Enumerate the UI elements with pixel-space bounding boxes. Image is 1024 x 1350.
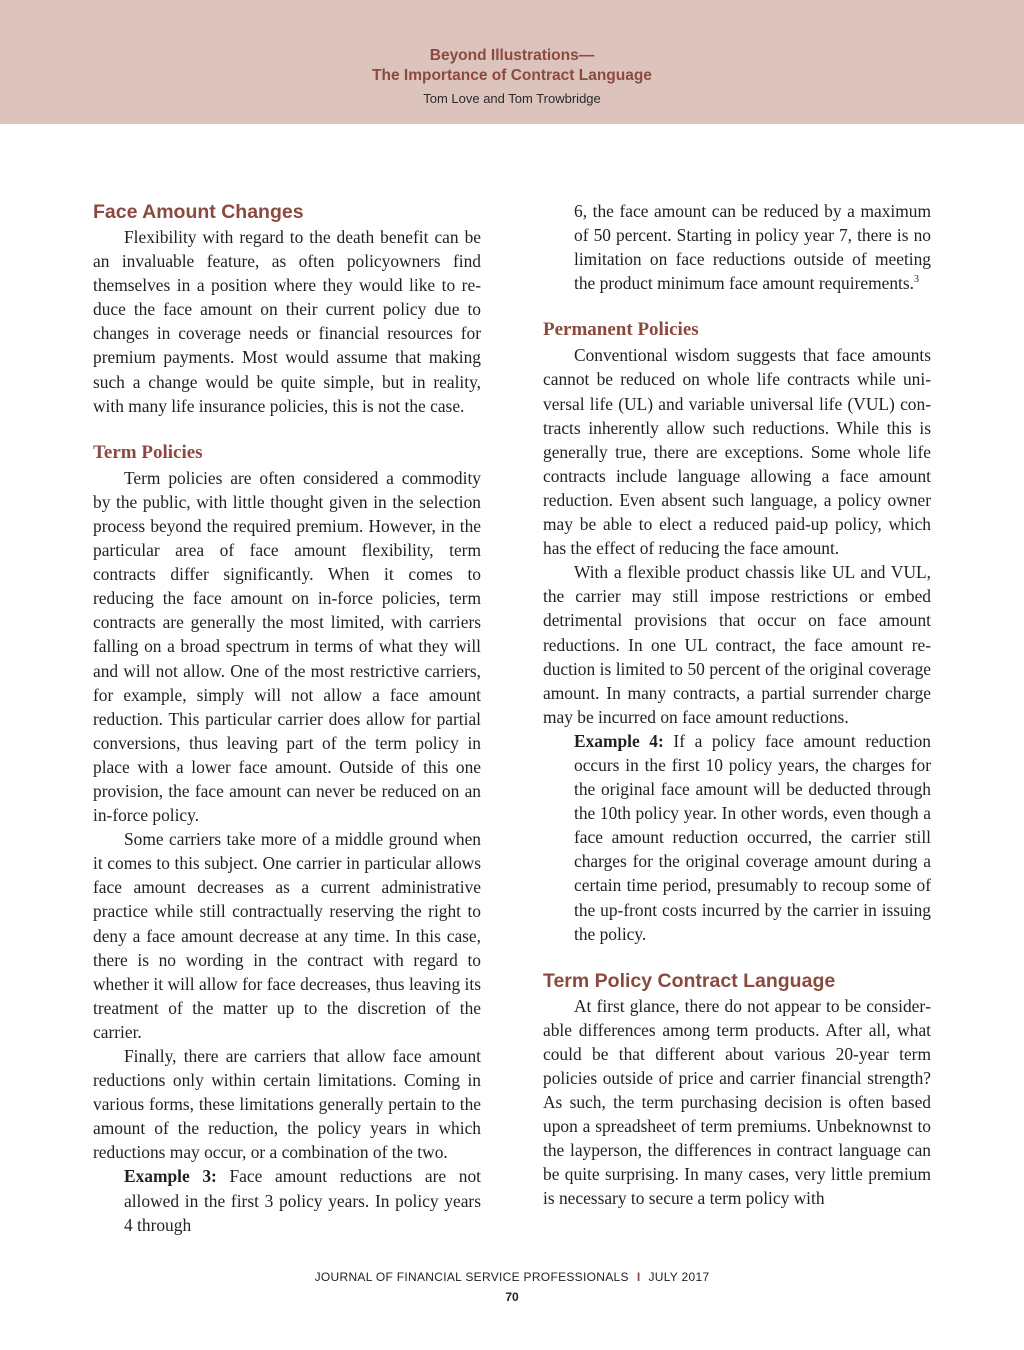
footer-separator: I: [636, 1270, 641, 1284]
journal-name: JOURNAL OF FINANCIAL SERVICE PROFESSIONALS: [314, 1270, 629, 1284]
example-3: [93, 1164, 481, 1236]
example-3-continued: [543, 199, 931, 295]
paragraph: Term policies are often considered a commodity by the public, with little thought given in the selection process beyond the required premium. However, in the particular area of face amount flexibility, term contracts differ significantly. When it comes to reducing the face amount on in-force policies, term contracts are generally the most limited, with carriers falling on a broad spectrum in terms of what they will and will not allow. One of the most restrictive carriers, for example, simply will not allow a face amount reduction. This particular carrier does allow for partial conversions, thus leaving part of the term policy in place with a lower face amount. Outside of this one provision, the face amount can never be reduced on an in-force policy.: [93, 467, 481, 826]
footer: [0, 1270, 1024, 1284]
paragraph: Some carriers take more of a middle ground when it comes to this subject. One carrier in particular allows face amount decreases as a current administrative practice while still contractually reserving the right to deny a face amount decrease at any time. In this case, there is no wording in the contract with regard to whether it will allow for face decreases, thus leaving its treatment of the matter up to the discretion of the carrier.: [93, 829, 481, 1042]
header-banner: [0, 0, 1024, 124]
issue-date: JULY 2017: [648, 1270, 710, 1284]
right-column: [543, 199, 931, 1211]
heading-face-amount-changes: Face Amount Changes: [93, 201, 304, 223]
example-4-text: If a policy face amount reduction occurs in the first 10 policy years, the charges for the original face amount will be deducted through the 10th policy year. In other words, even though a face amount reduction occurred, the carrier still charges for the original coverage amount during a certain time period, presumably to recoup some of the up-front costs incurred by the carrier in issuing the policy.: [574, 730, 931, 944]
article-authors: Tom Love and Tom Trowbridge: [423, 91, 601, 106]
left-column: [93, 199, 481, 1237]
heading-permanent-policies: Permanent Policies: [543, 319, 699, 341]
example-3-label: Example 3:: [124, 1166, 217, 1187]
paragraph: Conventional wisdom suggests that face amounts cannot be reduced on whole life contracts while universal life (UL) and variable universal life (VUL) contracts inherently allow such reductions. While this is generally true, there are exceptions. Some whole life contracts include language allowing a face amount reduction. Even absent such language, a policy owner may be able to elect a reduced paid-up policy, which has the effect of reducing the face amount.: [543, 345, 931, 559]
example-3-text: Face amount reductions are not allowed in the first 3 policy years. In policy years 4 through: [124, 1166, 481, 1235]
article-title-line1: Beyond Illustrations—: [429, 47, 595, 64]
article-title-line2: The Importance of Contract Language: [372, 67, 652, 84]
example-3-continued-text: 6, the face amount can be reduced by a maximum of 50 percent. Starting in policy year 7, there is no limitation on face reductions outside of meeting the product minimum face amount requirements.: [574, 201, 931, 294]
heading-term-policy-contract-language: Term Policy Contract Language: [543, 969, 836, 992]
heading-term-policies: Term Policies: [93, 441, 203, 463]
paragraph: At first glance, there do not appear to be considerable differences among term products. After all, what could be that different about various 20-year term policies outside of price and carrier financial strength? As such, the term purchasing decision is often based upon a spreadsheet of term premiums. Unbeknownst to the layperson, the differences in contract language can be quite surprising. In many cases, very little premium is necessary to secure a term policy with: [543, 995, 931, 1209]
example-4-label: Example 4:: [574, 730, 664, 751]
footnote-ref: 3: [913, 274, 919, 286]
page-number: 70: [505, 1290, 519, 1304]
example-4: [543, 729, 931, 946]
paragraph: With a flexible product chassis like UL and VUL, the carrier may still impose restrictions or embed detrimental provisions that occur on face amount reductions. In one UL contract, the face amount reduction is limited to 50 percent of the original coverage amount. In many contracts, a partial surrender charge may be incurred on face amount reductions.: [543, 562, 931, 727]
paragraph: Flexibility with regard to the death benefit can be an invaluable feature, as often policyowners find themselves in a position where they would like to reduce the face amount on their current policy due to changes in coverage needs or financial resources for premium payments. Most would assume that making such a change would be quite simple, but in reality, with many life insurance policies, this is not the case.: [93, 227, 481, 416]
paragraph: Finally, there are carriers that allow face amount reductions only within certain limitations. Coming in various forms, these limitations generally pertain to the amount of the reduction, the policy years in which reductions may occur, or a combination of the two.: [93, 1046, 481, 1163]
